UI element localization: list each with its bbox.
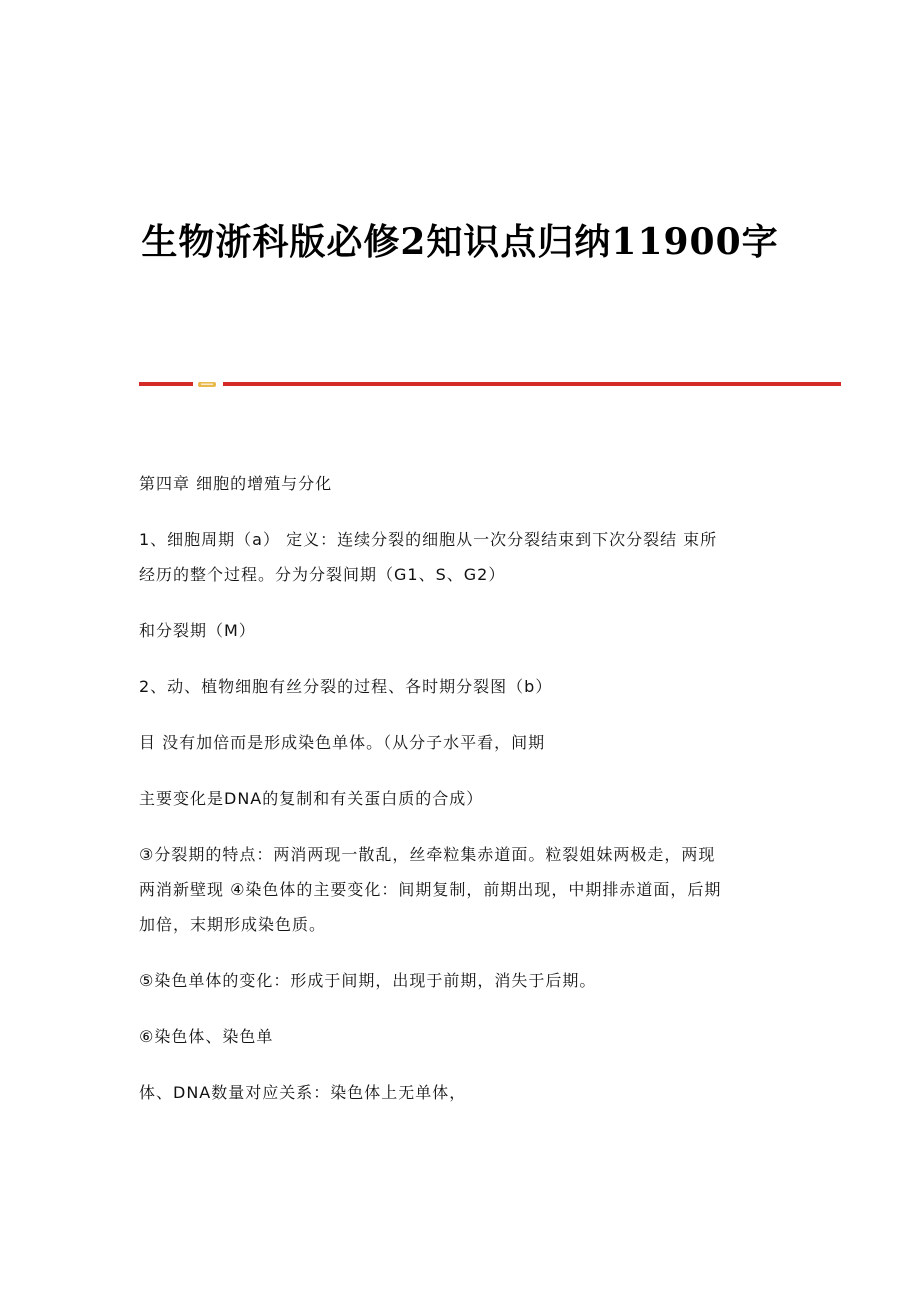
paragraph: 体、DNA数量对应关系：染色体上无单体， [139, 1083, 467, 1102]
paragraph: 2、动、植物细胞有丝分裂的过程、各时期分裂图（b） [139, 677, 553, 696]
chapter-heading: 第四章 细胞的增殖与分化 [139, 474, 333, 493]
divider-ornament-icon [197, 381, 217, 388]
paragraph-line: 经历的整个过程。分为分裂间期（G1、S、G2） [139, 565, 506, 584]
title-divider [139, 379, 841, 391]
divider-bar-right [223, 382, 841, 386]
divider-bar-left [139, 382, 193, 386]
paragraph-line: ③分裂期的特点：两消两现一散乱，丝牵粒集赤道面。粒裂姐妹两极走，两现 [139, 845, 716, 864]
document-body [139, 466, 799, 1131]
paragraph: 和分裂期（M） [139, 621, 256, 640]
paragraph: 主要变化是DNA的复制和有关蛋白质的合成） [139, 789, 484, 808]
paragraph: ⑤染色单体的变化：形成于间期，出现于前期，消失于后期。 [139, 971, 597, 990]
paragraph: 目 没有加倍而是形成染色单体。（从分子水平看，间期 [139, 733, 546, 752]
paragraph [139, 837, 799, 942]
paragraph-line: 两消新壁现 ④染色体的主要变化：间期复制，前期出现，中期排赤道面，后期 [139, 880, 722, 899]
paragraph: ⑥染色体、染色单 [139, 1027, 274, 1046]
paragraph [139, 522, 799, 592]
paragraph-line: 1、细胞周期（a） 定义：连续分裂的细胞从一次分裂结束到下次分裂结 束所 [139, 530, 718, 549]
paragraph-line: 加倍，末期形成染色质。 [139, 915, 327, 934]
document-title: 生物浙科版必修2知识点归纳11900字 [141, 221, 779, 263]
